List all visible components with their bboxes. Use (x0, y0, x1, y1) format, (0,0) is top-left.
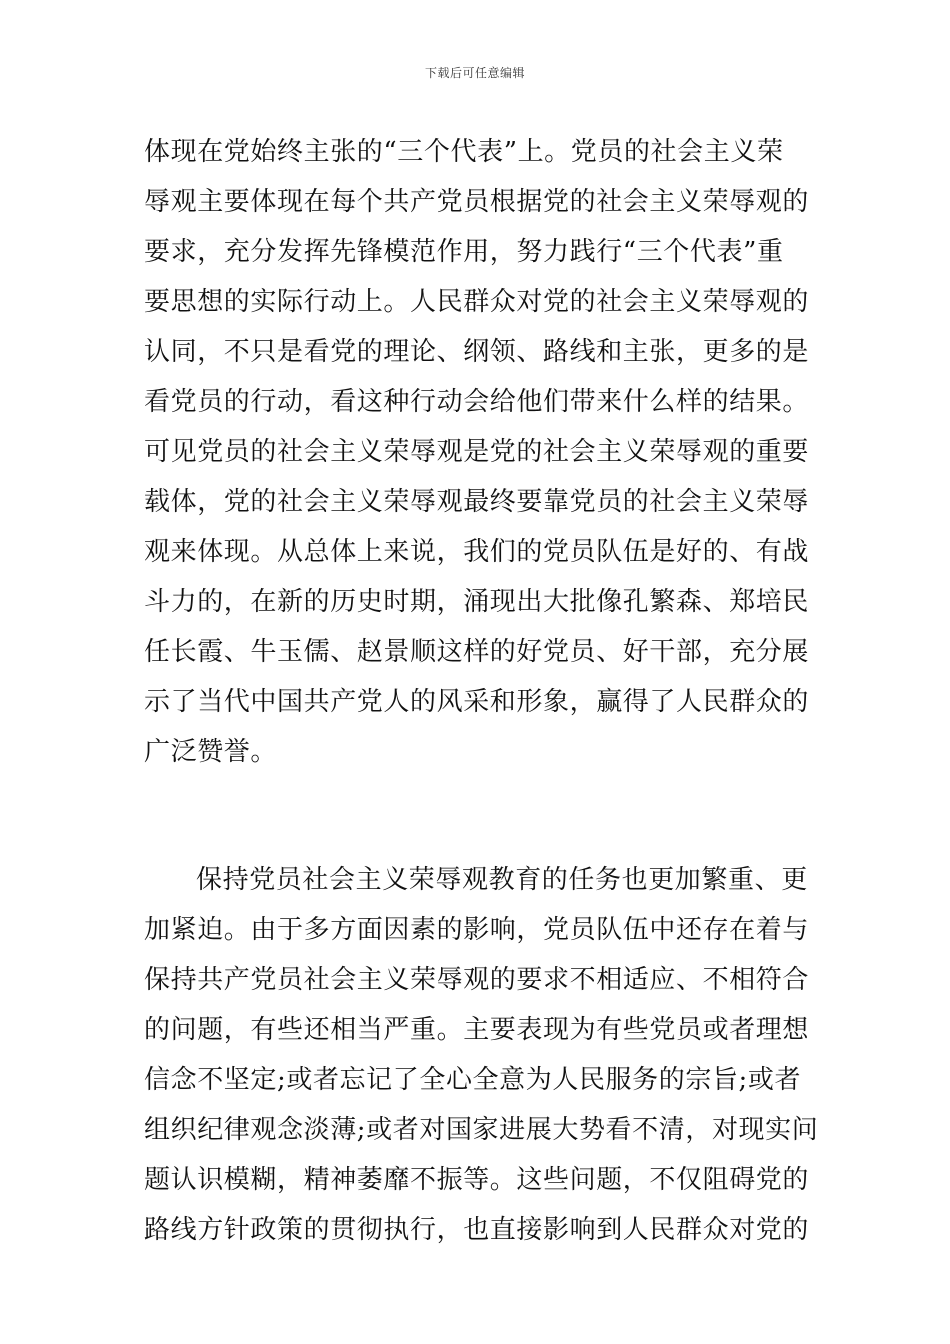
text-line: 要思想的实际行动上。人民群众对党的社会主义荣辱观的 (144, 287, 810, 317)
text-line: 斗力的，在新的历史时期，涌现出大批像孔繁森、郑培民 (144, 587, 810, 617)
text-line: 可见党员的社会主义荣辱观是党的社会主义荣辱观的重要 (144, 437, 810, 467)
text-line: 的问题，有些还相当严重。主要表现为有些党员或者理想 (144, 1015, 810, 1045)
text-line: 保持党员社会主义荣辱观教育的任务也更加繁重、更 (196, 865, 808, 895)
paragraph-1 (144, 127, 808, 777)
text-line: 加紧迫。由于多方面因素的影响，党员队伍中还存在着与 (144, 915, 810, 945)
text-line: 保持共产党员社会主义荣辱观的要求不相适应、不相符合 (144, 965, 810, 995)
text-line: 观来体现。从总体上来说，我们的党员队伍是好的、有战 (144, 537, 810, 567)
text-line: 题认识模糊，精神萎靡不振等。这些问题，不仅阻碍党的 (144, 1165, 810, 1195)
text-line: 信念不坚定;或者忘记了全心全意为人民服务的宗旨;或者 (144, 1065, 802, 1095)
text-line: 路线方针政策的贯彻执行，也直接影响到人民群众对党的 (144, 1215, 810, 1245)
text-line: 看党员的行动，看这种行动会给他们带来什么样的结果。 (144, 387, 810, 417)
text-line: 认同，不只是看党的理论、纲领、路线和主张，更多的是 (144, 337, 810, 367)
text-line: 辱观主要体现在每个共产党员根据党的社会主义荣辱观的 (144, 187, 810, 217)
paragraph-2 (144, 855, 819, 1255)
page-header: 下载后可任意编辑 (424, 66, 525, 80)
text-line: 任长霞、牛玉儒、赵景顺这样的好党员、好干部，充分展 (144, 637, 810, 667)
text-line: 组织纪律观念淡薄;或者对国家进展大势看不清，对现实问 (144, 1115, 819, 1145)
text-line: 要求，充分发挥先锋模范作用，努力践行“三个代表”重 (144, 237, 784, 267)
paragraph-spacer (144, 777, 808, 855)
document-body (144, 127, 819, 1255)
text-line: 示了当代中国共产党人的风采和形象，赢得了人民群众的 (144, 687, 810, 717)
text-line: 体现在党始终主张的“三个代表”上。党员的社会主义荣 (144, 137, 784, 167)
text-line: 载体，党的社会主义荣辱观最终要靠党员的社会主义荣辱 (144, 487, 810, 517)
text-line: 广泛赞誉。 (144, 737, 278, 767)
